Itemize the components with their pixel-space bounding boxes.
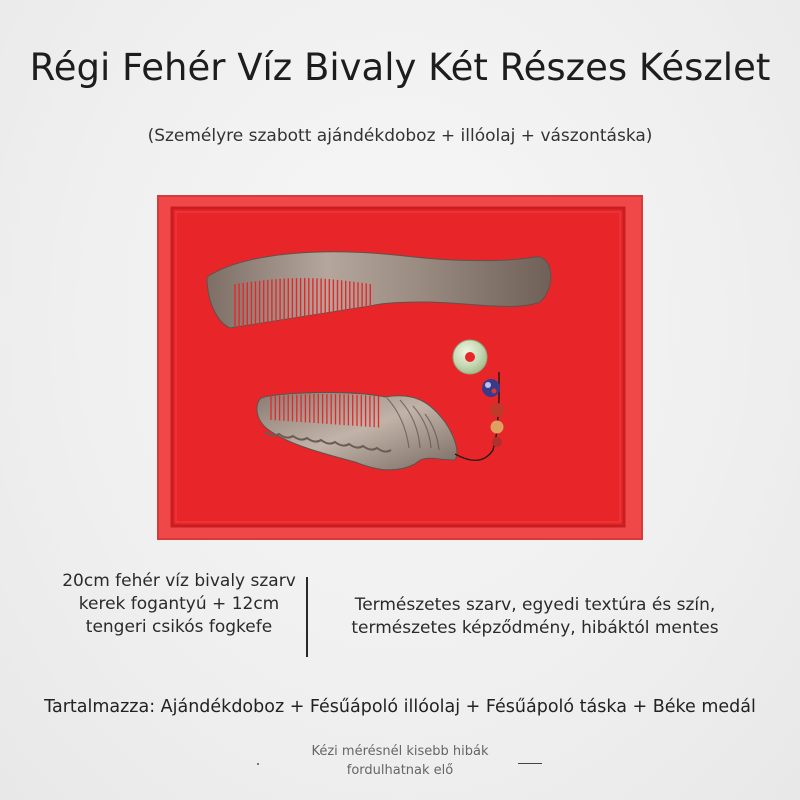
measurement-footnote: Kézi mérésnél kisebb hibák fordulhatnak elő: [311, 744, 489, 778]
amber-bead: [491, 421, 504, 434]
page-subtitle: (Személyre szabott ajándékdoboz + illóolaj + vászontáska): [147, 126, 653, 146]
small-red-bead: [492, 437, 502, 447]
product-photo: [155, 192, 645, 542]
cloisonne-bead: [482, 379, 500, 397]
footnote-dot: [257, 763, 259, 765]
spec-dimensions: 20cm fehér víz bivaly szarv kerek fogantyú + 12cm tengeri csikós fogkefe: [62, 571, 296, 637]
page-title: Régi Fehér Víz Bivaly Két Részes Készlet: [29, 46, 771, 89]
spec-divider: [306, 577, 308, 657]
red-bead: [490, 403, 504, 417]
footnote-dash: [518, 763, 542, 764]
package-contents: Tartalmazza: Ajándékdoboz + Fésűápoló illóolaj + Fésűápoló táska + Béke medál: [44, 697, 756, 717]
spec-material: Természetes szarv, egyedi textúra és szín, természetes képződmény, hibáktól mentes: [351, 595, 719, 638]
